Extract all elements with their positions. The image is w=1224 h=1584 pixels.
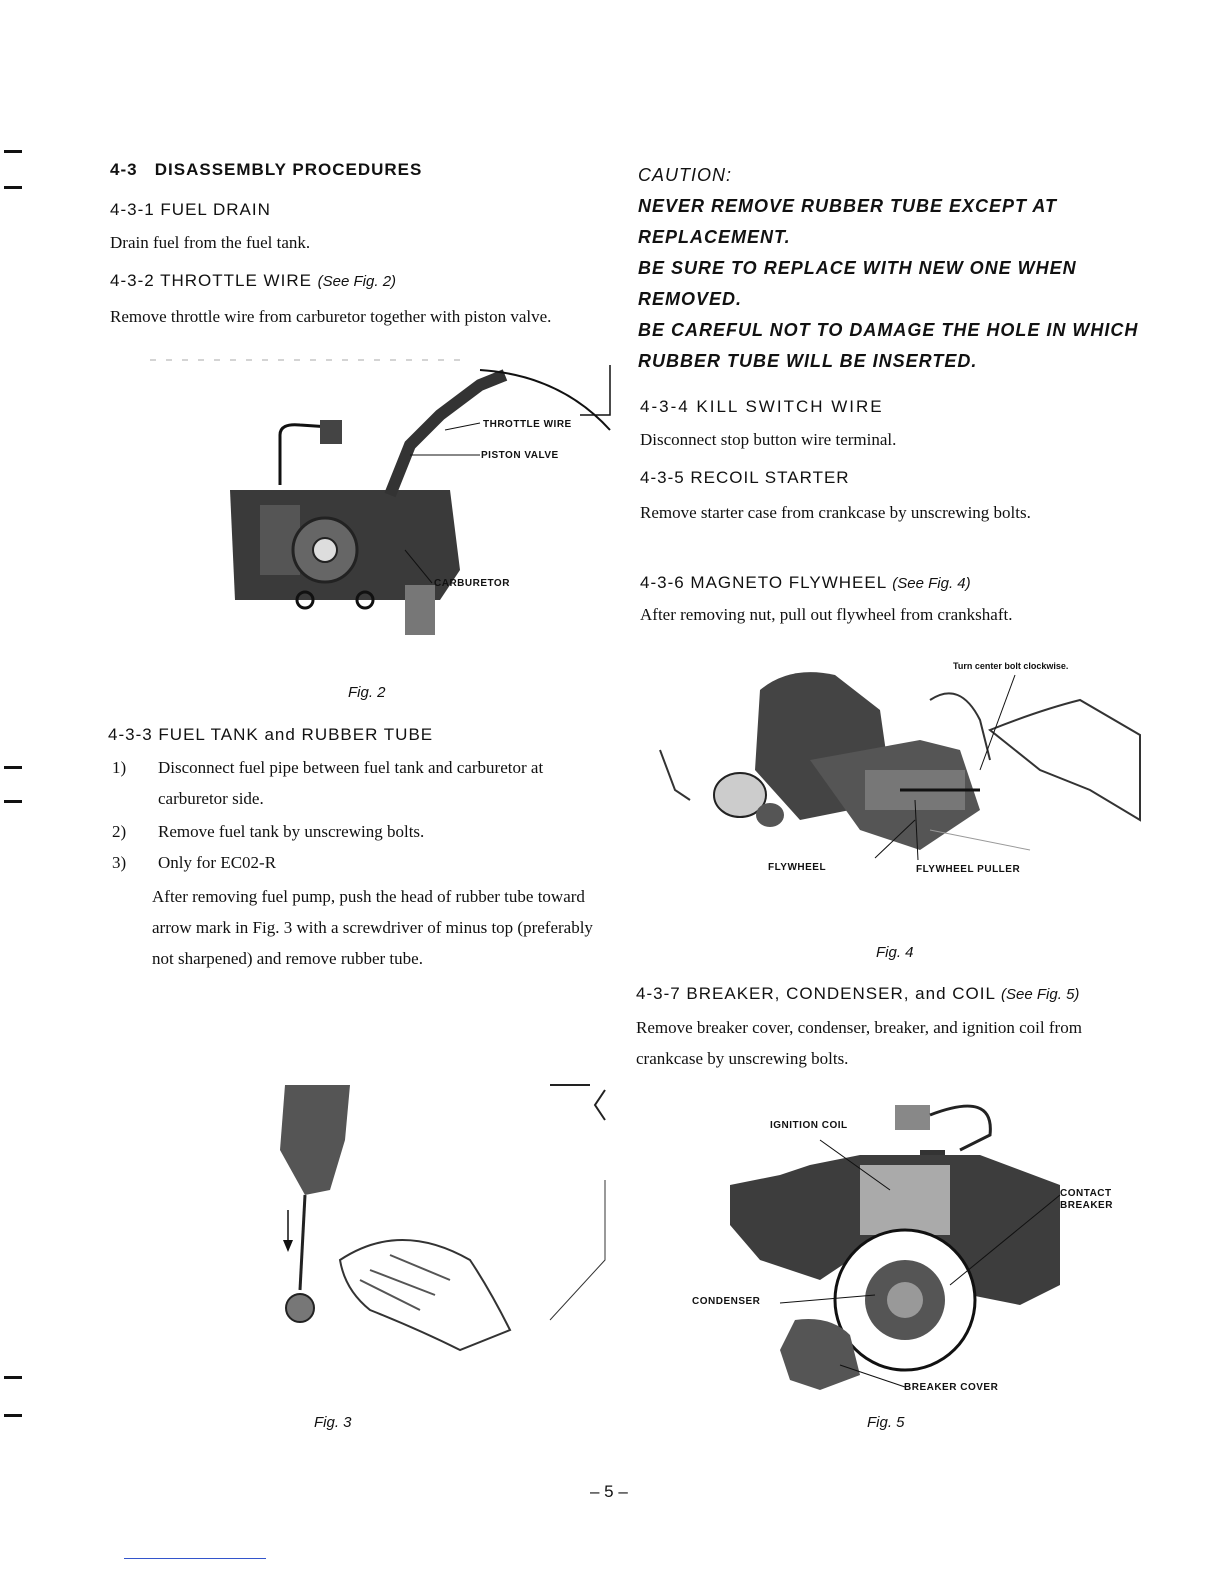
list-item-detail: After removing fuel pump, push the head of rubber tube toward arrow mark in Fig. 3 with a screwdriver of minus top (preferably not sharpened) and remove rubber tube. xyxy=(152,887,593,968)
list-item-number: 3) xyxy=(112,853,127,872)
margin-mark xyxy=(4,1376,22,1379)
throttle-wire-heading xyxy=(110,271,396,291)
page-number: – 5 – xyxy=(590,1482,628,1501)
margin-mark xyxy=(4,766,22,769)
fig5-caption: Fig. 5 xyxy=(867,1414,905,1431)
margin-mark xyxy=(4,186,22,189)
margin-mark xyxy=(4,800,22,803)
fig5-label-condenser: CONDENSER xyxy=(692,1296,761,1307)
caution-title: CAUTION: xyxy=(638,165,733,185)
fig4-illustration xyxy=(660,650,1150,890)
recoil-starter-text: Remove starter case from crankcase by unscrewing bolts. xyxy=(640,503,1031,522)
fig4-label-flywheel: FLYWHEEL xyxy=(768,862,827,873)
caution-block xyxy=(638,160,1148,377)
caution-line: NEVER REMOVE RUBBER TUBE EXCEPT AT REPLACEMENT. xyxy=(638,196,1058,247)
footer-rule xyxy=(124,1558,266,1559)
throttle-wire-text: Remove throttle wire from carburetor together with piston valve. xyxy=(110,307,552,326)
list-item-text: Only for EC02-R xyxy=(158,853,277,872)
breaker-text: Remove breaker cover, condenser, breaker, and ignition coil from crankcase by unscrewing bolts. xyxy=(636,1018,1082,1068)
section-title: DISASSEMBLY PROCEDURES xyxy=(154,160,423,179)
fig2-label-throttle-wire: THROTTLE WIRE xyxy=(483,419,572,430)
fig5-label-ignition-coil: IGNITION COIL xyxy=(770,1120,848,1131)
kill-switch-heading: 4-3-4 KILL SWITCH WIRE xyxy=(640,397,884,416)
caution-line: BE CAREFUL NOT TO DAMAGE THE HOLE IN WHICH RUBBER TUBE WILL BE INSERTED. xyxy=(638,320,1139,371)
fuel-drain-heading: 4-3-1 FUEL DRAIN xyxy=(110,200,271,219)
fig3-caption: Fig. 3 xyxy=(314,1414,352,1431)
fig5-label-breaker: BREAKER xyxy=(1060,1200,1113,1211)
fig2-illustration xyxy=(140,355,620,665)
kill-switch-text: Disconnect stop button wire terminal. xyxy=(640,430,897,449)
fig5-label-breaker-cover: BREAKER COVER xyxy=(904,1382,999,1393)
recoil-starter-heading: 4-3-5 RECOIL STARTER xyxy=(640,468,850,487)
fig4-label-turn: Turn center bolt clockwise. xyxy=(953,661,1069,671)
breaker-title: 4-3-7 BREAKER, CONDENSER, and COIL xyxy=(636,984,996,1003)
fig2-caption: Fig. 2 xyxy=(348,684,386,701)
fig5-label-contact: CONTACT xyxy=(1060,1188,1112,1199)
list-item-number: 2) xyxy=(112,822,127,841)
fig4-caption: Fig. 4 xyxy=(876,944,914,961)
throttle-wire-ref: (See Fig. 2) xyxy=(317,273,397,290)
section-number: 4-3 xyxy=(110,160,138,179)
flywheel-heading xyxy=(640,573,971,593)
fig2-label-carburetor: CARBURETOR xyxy=(434,578,510,589)
flywheel-text: After removing nut, pull out flywheel from crankshaft. xyxy=(640,605,1013,624)
section-heading xyxy=(110,160,422,180)
margin-mark xyxy=(4,1414,22,1417)
fig4-label-puller: FLYWHEEL PULLER xyxy=(916,864,1021,875)
margin-mark xyxy=(4,150,22,153)
fuel-drain-text: Drain fuel from the fuel tank. xyxy=(110,233,311,252)
fuel-tank-heading: 4-3-3 FUEL TANK and RUBBER TUBE xyxy=(108,725,434,744)
list-item-text: Remove fuel tank by unscrewing bolts. xyxy=(158,822,425,841)
fig3-illustration xyxy=(250,1080,620,1380)
fig2-label-piston-valve: PISTON VALVE xyxy=(481,450,559,461)
flywheel-ref: (See Fig. 4) xyxy=(892,575,971,592)
flywheel-title: 4-3-6 MAGNETO FLYWHEEL xyxy=(640,573,887,592)
fuel-tank-list xyxy=(112,752,612,1012)
list-item-number: 1) xyxy=(112,758,127,777)
breaker-heading xyxy=(636,984,1079,1004)
breaker-ref: (See Fig. 5) xyxy=(1001,986,1080,1003)
throttle-wire-title: 4-3-2 THROTTLE WIRE xyxy=(110,271,312,290)
list-item-text: Disconnect fuel pipe between fuel tank and carburetor at carburetor side. xyxy=(158,758,544,808)
fig5-illustration xyxy=(700,1095,1080,1400)
caution-line: BE SURE TO REPLACE WITH NEW ONE WHEN REMOVED. xyxy=(638,258,1077,309)
